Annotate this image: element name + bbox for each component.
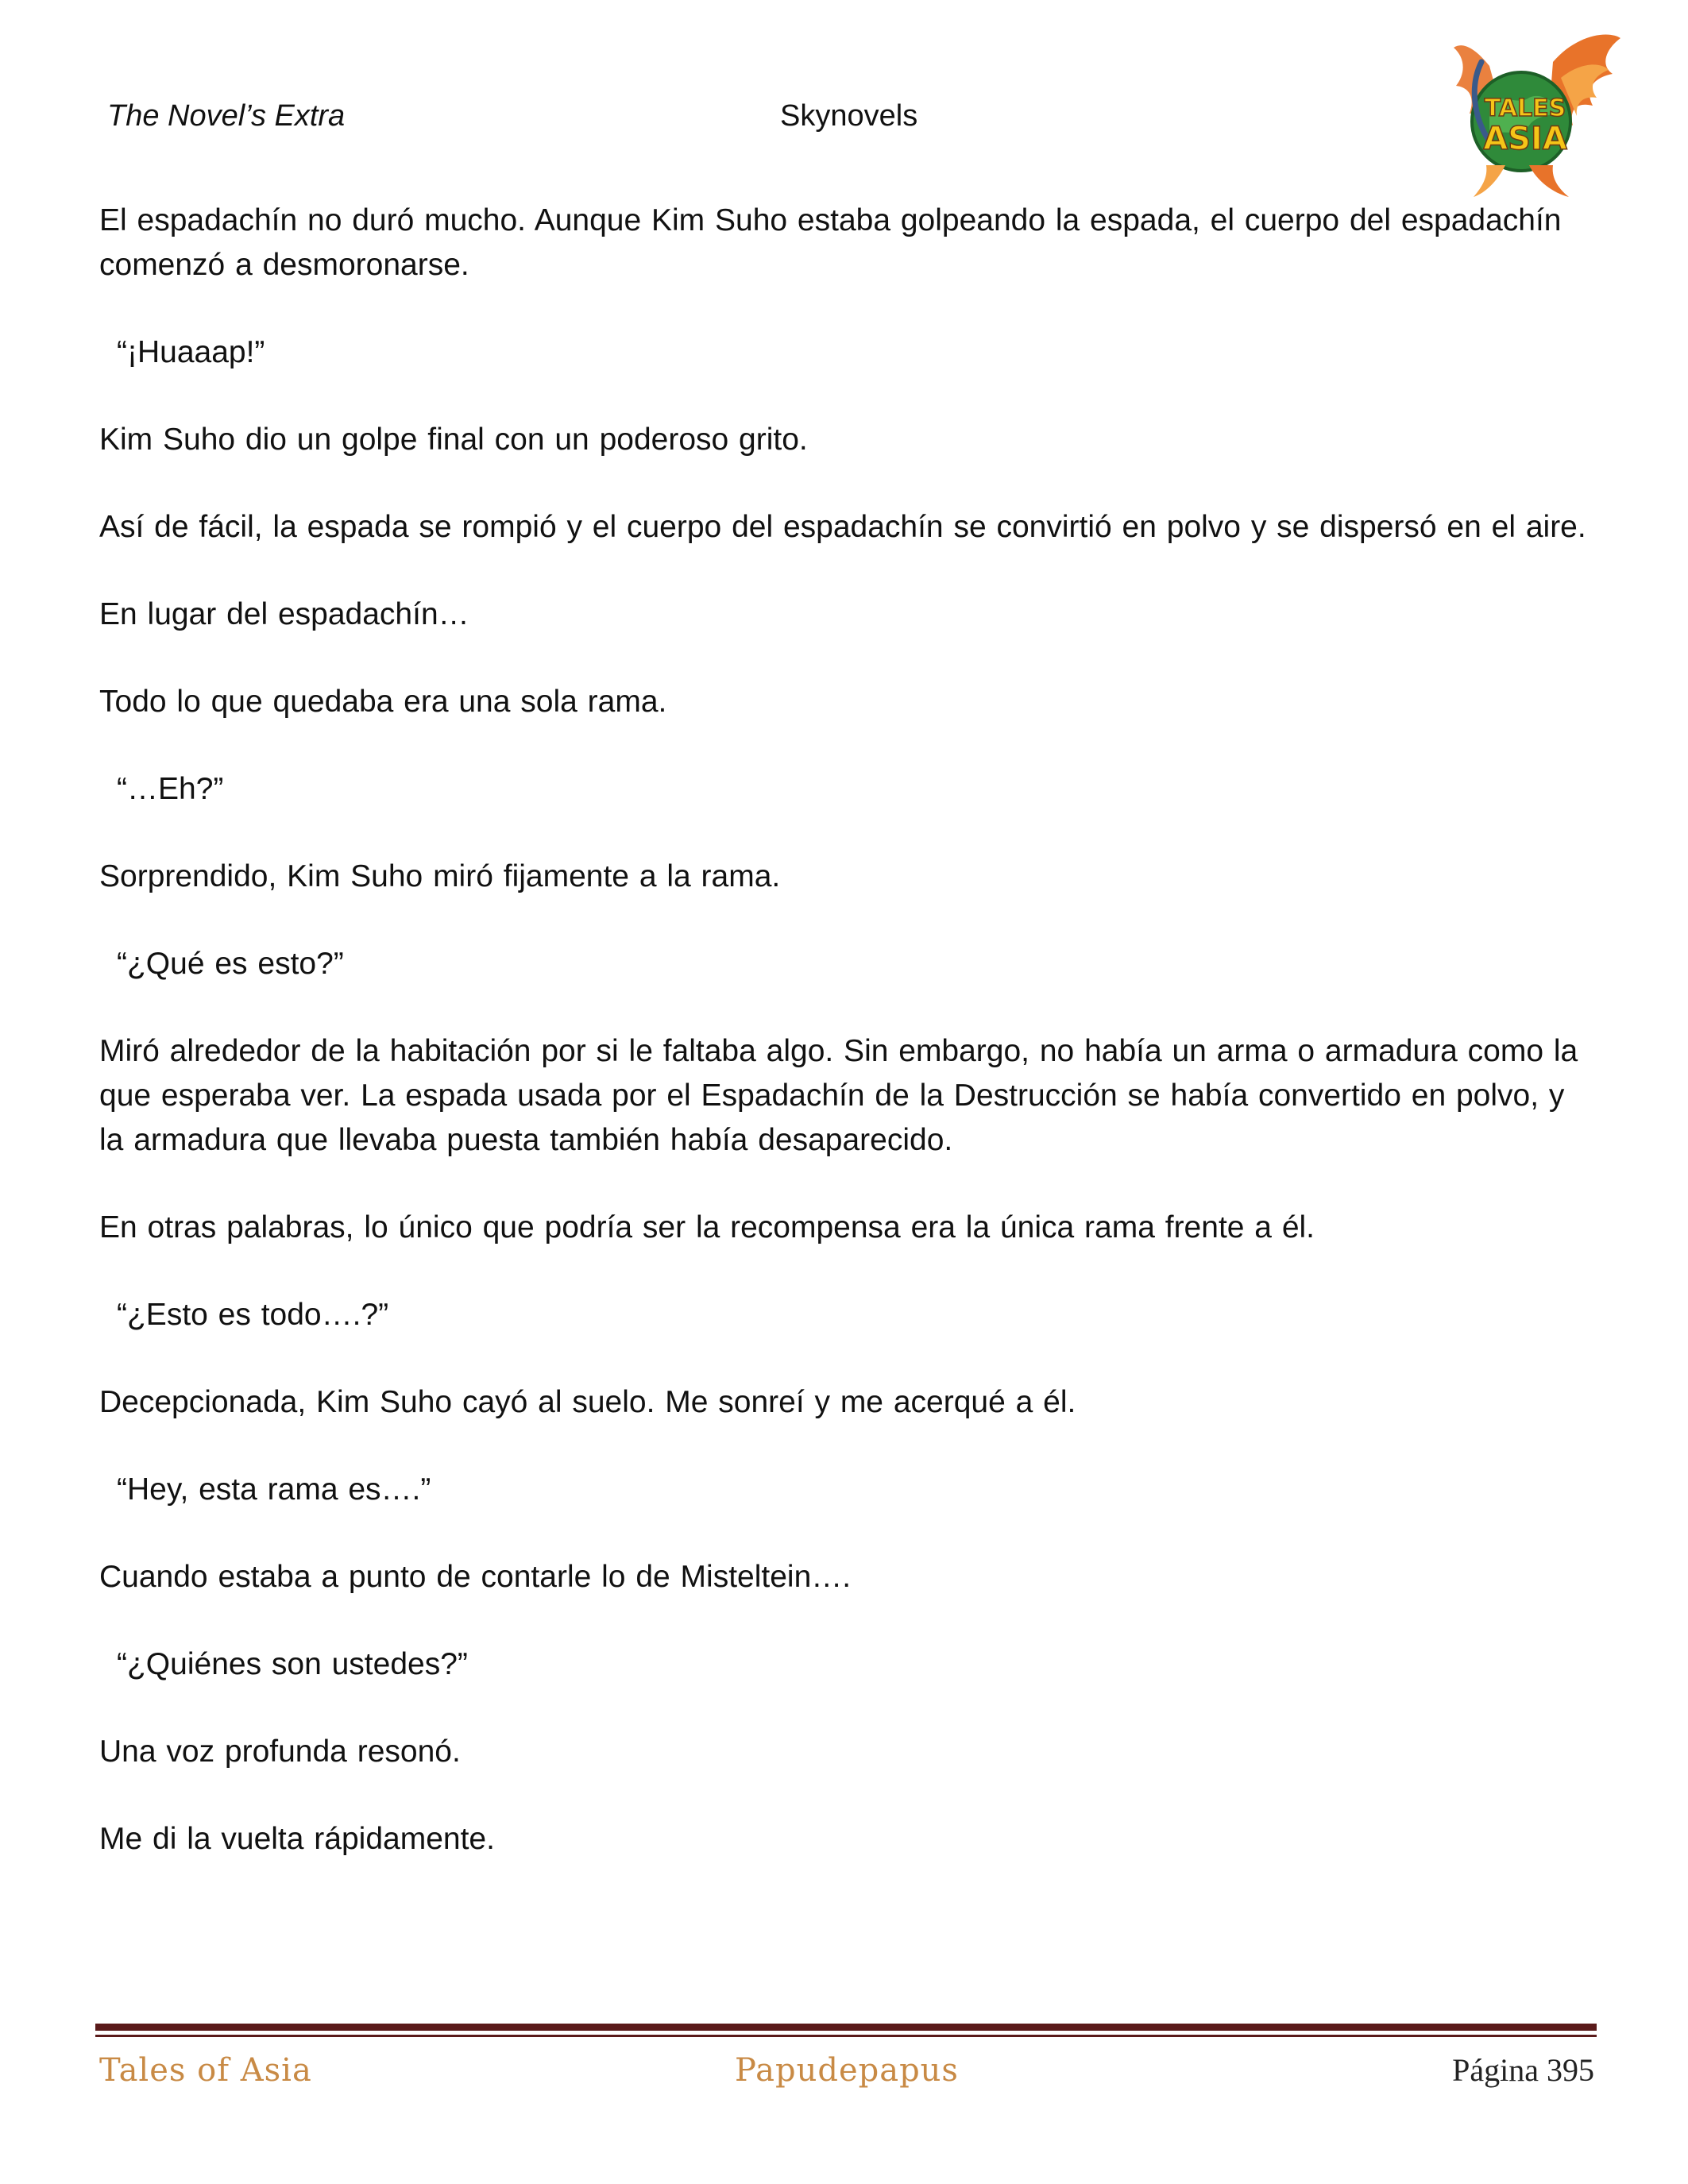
page-header bbox=[0, 92, 1688, 140]
paragraph: Miró alrededor de la habitación por si le faltaba algo. Sin embargo, no había un arma o armadura como la que esperaba ver. La espada usada por el Espadachín de la Destrucción se había convertido en polvo, y la armadura que llevaba puesta también había desaparecido. bbox=[99, 1034, 1578, 1157]
tales-of-asia-logo bbox=[1442, 30, 1624, 201]
logo-text-bottom: ASIA bbox=[1483, 121, 1567, 157]
page-footer bbox=[0, 2043, 1688, 2098]
paragraph: Decepcionada, Kim Suho cayó al suelo. Me sonreí y me acerqué a él. bbox=[99, 1385, 1076, 1419]
paragraph: Todo lo que quedaba era una sola rama. bbox=[99, 685, 667, 719]
paragraph: En otras palabras, lo único que podría ser la recompensa era la única rama frente a él. bbox=[99, 1210, 1315, 1244]
paragraph: Kim Suho dio un golpe final con un poderoso grito. bbox=[99, 423, 808, 457]
dialogue-line: “…Eh?” bbox=[117, 772, 224, 806]
document-body bbox=[99, 199, 1593, 1904]
page-number: Página 395 bbox=[1452, 2052, 1594, 2088]
footer-translator: Papudepapus bbox=[735, 2052, 959, 2089]
paragraph: Sorprendido, Kim Suho miró fijamente a la rama. bbox=[99, 859, 781, 893]
paragraph: Cuando estaba a punto de contarle lo de Misteltein…. bbox=[99, 1560, 852, 1594]
dialogue-line: “Hey, esta rama es….” bbox=[117, 1472, 431, 1507]
dialogue-line: “¿Esto es todo….?” bbox=[117, 1298, 389, 1332]
footer-publisher: Tales of Asia bbox=[99, 2052, 312, 2089]
logo-text-top: TALES bbox=[1484, 95, 1566, 122]
site-name: Skynovels bbox=[780, 99, 918, 133]
dialogue-line: “¡Huaaap!” bbox=[117, 335, 265, 369]
paragraph: El espadachín no duró mucho. Aunque Kim Suho estaba golpeando la espada, el cuerpo del espadachín comenzó a desmoronarse. bbox=[99, 203, 1562, 282]
paragraph: Así de fácil, la espada se rompió y el cuerpo del espadachín se convirtió en polvo y se dispersó en el aire. bbox=[99, 510, 1586, 544]
footer-divider-thin bbox=[95, 2035, 1597, 2037]
dialogue-line: “¿Qué es esto?” bbox=[117, 947, 344, 981]
footer-divider-thick bbox=[95, 2024, 1597, 2031]
paragraph: En lugar del espadachín… bbox=[99, 597, 469, 631]
book-title: The Novel’s Extra bbox=[107, 99, 346, 133]
dialogue-line: “¿Quiénes son ustedes?” bbox=[117, 1647, 468, 1681]
paragraph: Me di la vuelta rápidamente. bbox=[99, 1822, 495, 1856]
paragraph: Una voz profunda resonó. bbox=[99, 1734, 461, 1769]
